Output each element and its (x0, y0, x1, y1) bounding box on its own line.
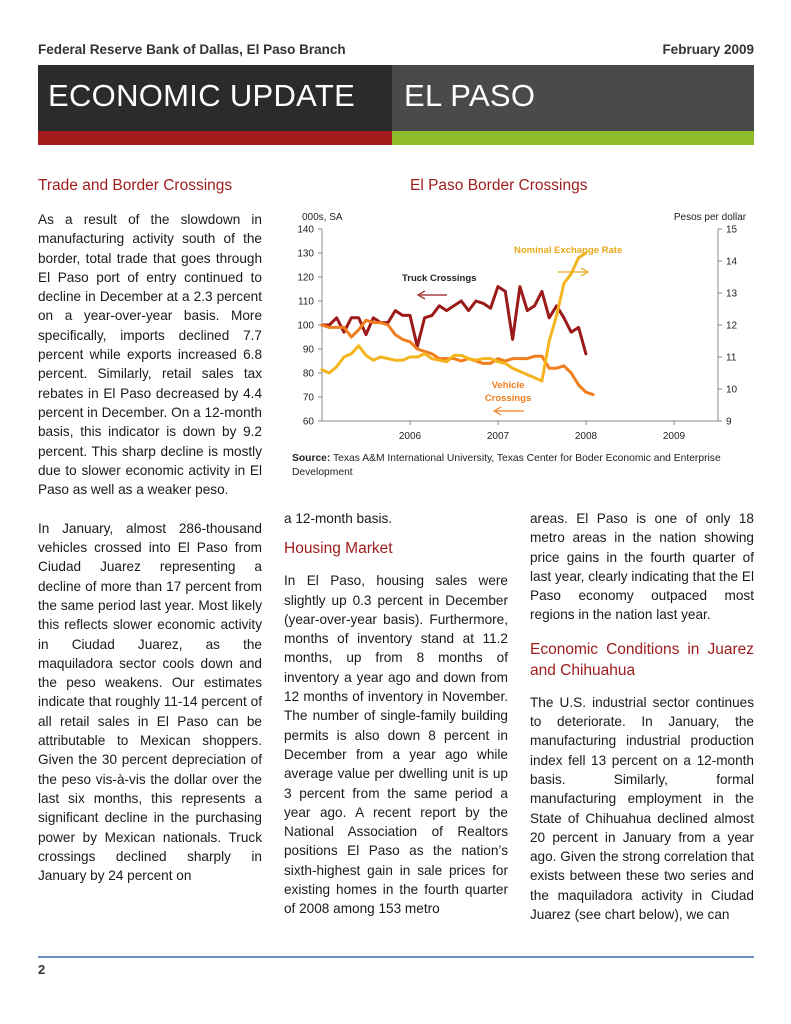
y-right-tick-label: 10 (726, 384, 738, 396)
y-right-tick-label: 13 (726, 288, 738, 300)
accent-stripe-red (38, 131, 392, 145)
y-right-tick-label: 9 (726, 416, 732, 428)
y-right-tick-label: 12 (726, 320, 738, 332)
chart-title: El Paso Border Crossings (410, 177, 588, 194)
x-tick-label: 2007 (486, 431, 510, 442)
continued-text: a 12-month basis. (284, 511, 393, 526)
page-number: 2 (38, 962, 46, 977)
publisher-name: Federal Reserve Bank of Dallas, El Paso Branch (38, 42, 346, 57)
y-right-tick-label: 15 (726, 224, 738, 236)
y-right-tick-label: 14 (726, 256, 738, 268)
vehicle-crossings-label: Crossings (484, 393, 532, 404)
y-left-tick-label: 100 (297, 320, 314, 332)
y-left-tick-label: 80 (302, 368, 314, 380)
banner-location: EL PASO (404, 78, 536, 113)
truck-crossings-label: Truck Crossings (402, 273, 477, 284)
section-title-housing: Housing Market (284, 540, 393, 558)
x-tick-label: 2009 (662, 431, 686, 442)
paragraph: In El Paso, housing sales were slightly up 0.3 percent in December (year-over-year basis). Furthermore, months of inventory stand at 11.2 months, up from 8 months of inventory a year ago and down from 12 months of inventory in November. The number of single-family building permits is also down 8 percent in December from a year ago while average value per dwelling unit is up 3 percent from the same period a year ago. A recent report by the National Association of Realtors positions El Paso as the nation’s sixth-highest gain in sale prices for existing homes in the fourth quarter of 2008 among 153 metro (284, 573, 508, 917)
paragraph: areas. El Paso is one of only 18 metro areas in the nation showing price gains in the fourth quarter of last year, clearly indicating that the El Paso economy outpaced most regions in the nation last year. (530, 511, 754, 623)
issue-date: February 2009 (662, 42, 754, 57)
y-right-axis-label: Pesos per dollar (673, 212, 747, 223)
truck-crossings-line (322, 287, 586, 354)
y-left-tick-label: 70 (302, 392, 314, 404)
left-column (38, 210, 262, 905)
accent-stripe-green (392, 131, 754, 145)
x-tick-label: 2008 (574, 431, 598, 442)
section-title-juarez: Economic Conditions in Juarez and Chihuahua (530, 640, 754, 679)
paragraph: In January, almost 286-thousand vehicles crossed into El Paso from Ciudad Juarez representing a decline of more than 17 percent from the same period last year. Most likely this reflects slower economic activity in Ciudad Juarez, as the maquiladora sector cools down and the peso weakens. Our estimates indicate that roughly 11-14 percent of all retail sales in El Paso can be attributable to Mexican shoppers. Given the 30 percent depreciation of the peso vis-à-vis the dollar over the last six months, this represents a significant decline in the purchasing power by Mexican nationals. Truck crossings declined sharply in January by 24 percent on (38, 520, 262, 884)
banner-title: ECONOMIC UPDATE (48, 78, 356, 113)
paragraph: The U.S. industrial sector continues to deteriorate. In January, the manufacturing industrial production index fell 13 percent on a 12-month basis. Similarly, formal manufacturing employment in the State of Chihuahua declined almost 20 percent in January from a year ago. Given the strong correlation that exists between these two series and the maquiladora activity in Ciudad Juarez (see chart below), we can (530, 694, 754, 923)
x-tick-label: 2006 (398, 431, 422, 442)
y-left-tick-label: 90 (302, 344, 314, 356)
y-left-tick-label: 130 (297, 248, 314, 260)
exchange-rate-label: Nominal Exchange Rate (514, 245, 623, 256)
right-column (530, 509, 754, 924)
y-right-tick-label: 11 (726, 352, 737, 364)
y-left-tick-label: 140 (297, 224, 314, 236)
section-title-trade: Trade and Border Crossings (38, 177, 233, 194)
source-text: Texas A&M International University, Texas Center for Boder Economic and Enterprise Development (292, 453, 721, 478)
y-left-tick-label: 60 (302, 416, 314, 428)
y-left-tick-label: 110 (298, 296, 314, 308)
source-label: Source: (292, 453, 331, 464)
paragraph: As a result of the slowdown in manufacturing activity south of the border, total trade that goes through El Paso port of entry continued to decline in December at a 2.3 percent on a year-over-year basis. More specifically, imports declined 7.7 percent while exports increased 6.8 percent. Similarly, retail sales tax rebates in El Paso decreased by 4.4 percent in December. On a 12-month basis, this indicator is down by 9.2 percent. This sharp decline is mostly due to slower economic activity in El Paso as well as a weaker peso. (38, 212, 262, 498)
chart-source (292, 452, 744, 480)
vehicle-crossings-label: Vehicle (491, 380, 525, 391)
middle-column (284, 509, 508, 919)
y-left-tick-label: 120 (297, 272, 314, 284)
border-crossings-chart (284, 205, 754, 453)
footer-rule (38, 956, 754, 958)
y-left-axis-label: 000s, SA (302, 212, 343, 223)
